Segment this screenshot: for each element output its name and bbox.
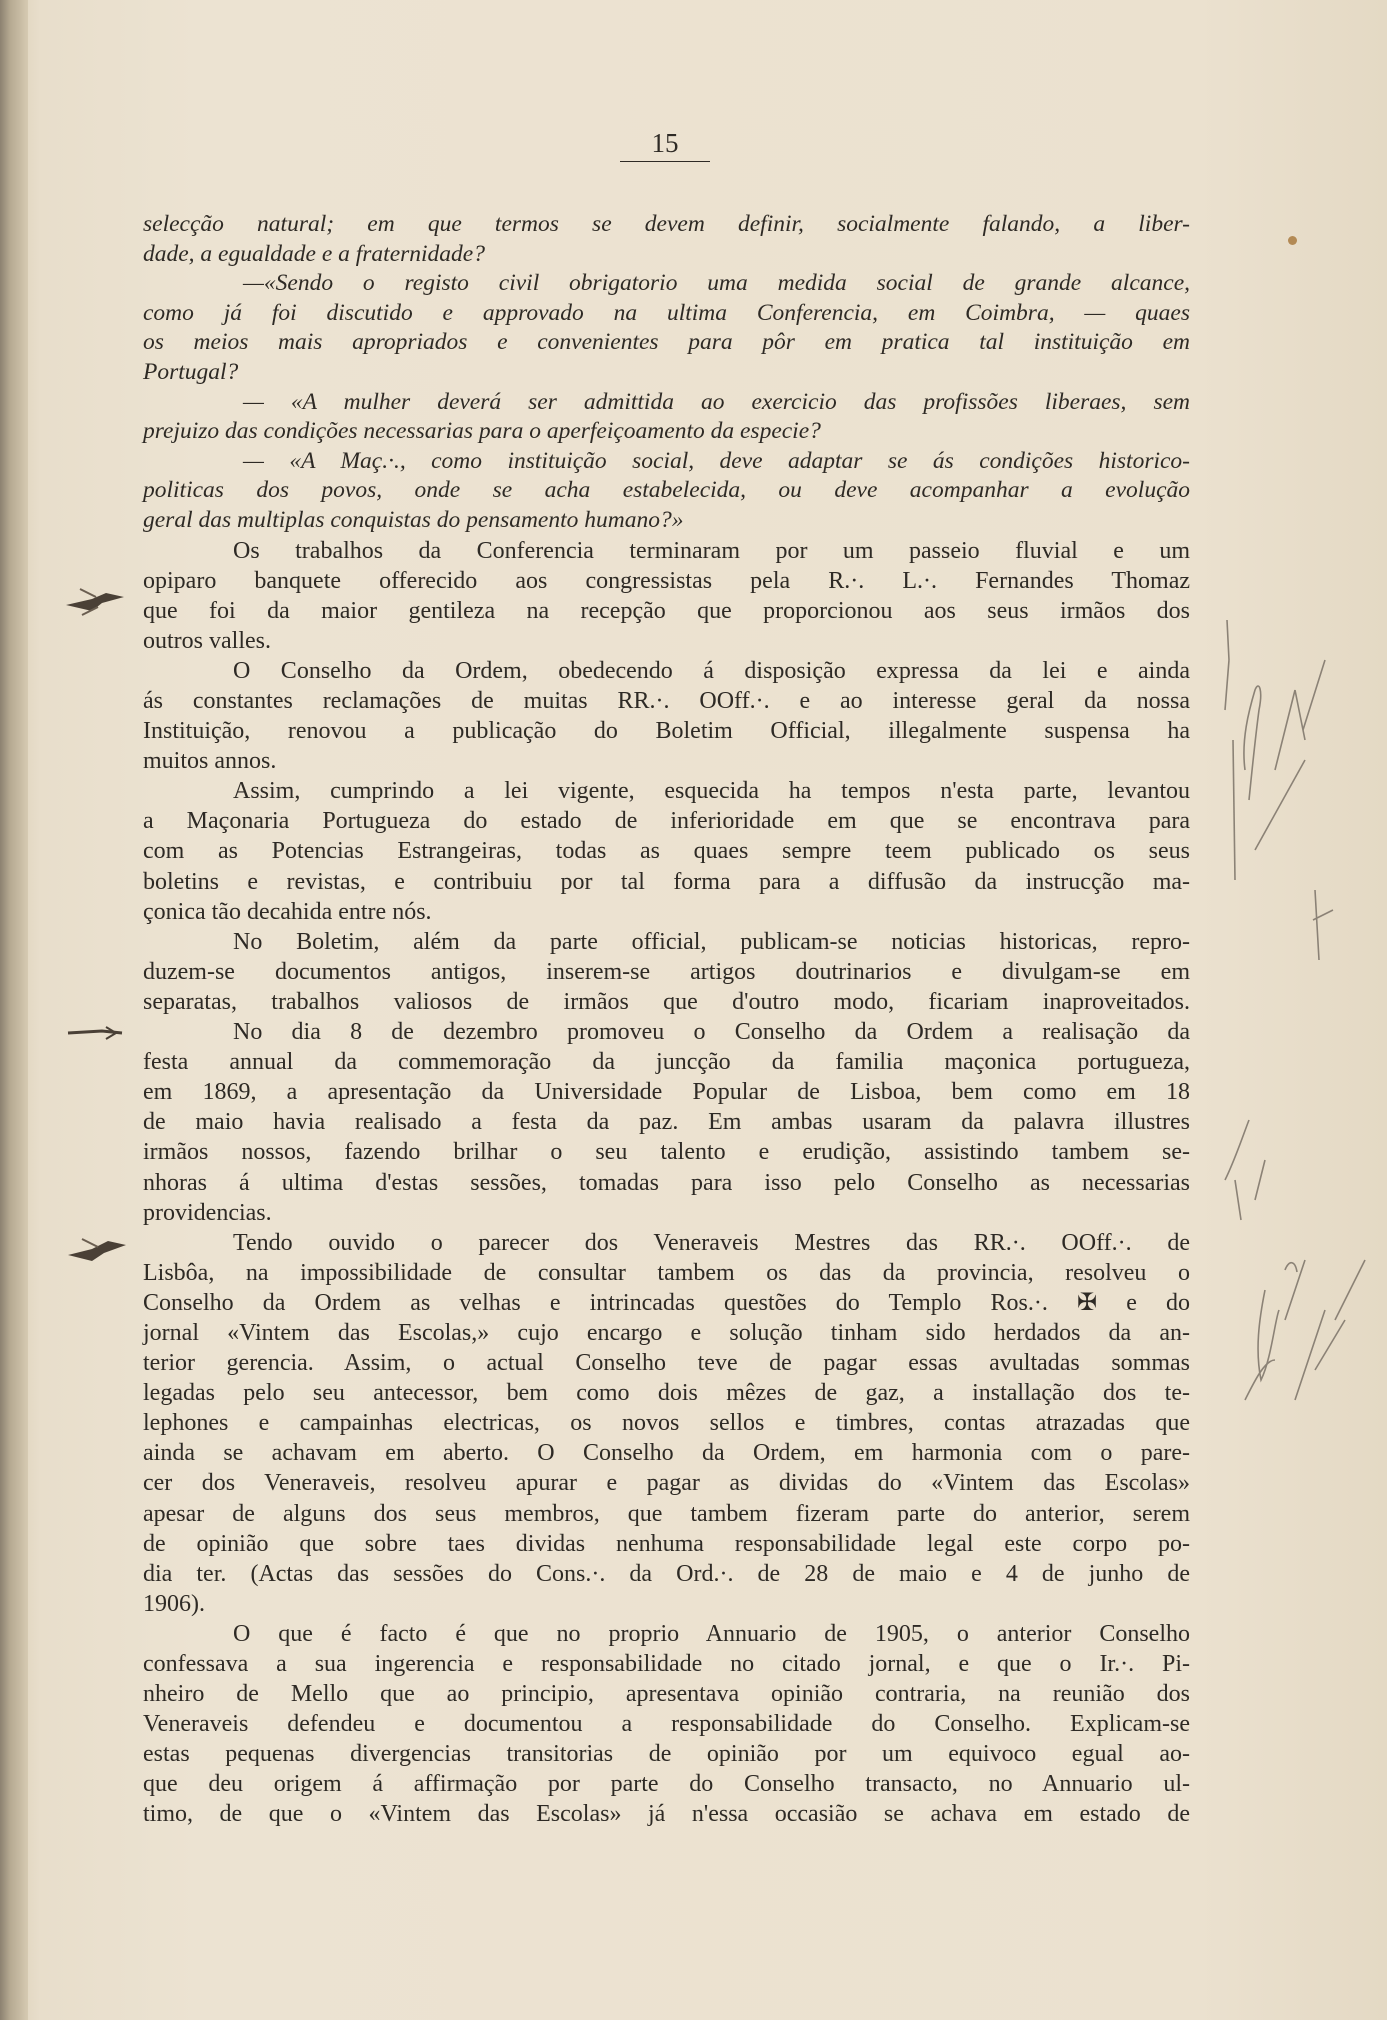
text-line: opiparo banquete offerecido aos congressistas pela R.·. L.·. Fernandes Thomaz [143, 567, 1190, 594]
text-line: prejuizo das condições necessarias para o aperfeiçoamento da especie? [143, 418, 821, 445]
text-line: Os trabalhos da Conferencia terminaram por um passeio fluvial e um [233, 537, 1190, 564]
text-line: terior gerencia. Assim, o actual Conselho teve de pagar essas avultadas sommas [143, 1350, 1190, 1377]
text-line: Portugal? [143, 358, 239, 385]
text-line: ainda se achavam em aberto. O Conselho da Ordem, em harmonia com o pare- [143, 1440, 1190, 1467]
text-line: ás constantes reclamações de muitas RR.·. OOff.·. e ao interesse geral da nossa [143, 688, 1190, 714]
body-text [143, 210, 1190, 1830]
text-line: como já foi discutido e approvado na ultima Conferencia, em Coimbra, — quaes [143, 299, 1190, 326]
text-line: confessava a sua ingerencia e responsabilidade no citado jornal, e que o Ir.·. Pi- [143, 1651, 1190, 1677]
text-line: Assim, cumprindo a lei vigente, esquecida ha tempos n'esta parte, levantou [233, 778, 1190, 805]
text-line: que foi da maior gentileza na recepção que proporcionou aos seus irmãos dos [143, 597, 1190, 624]
text-line: dia ter. (Actas das sessões do Cons.·. da Ord.·. de 28 de maio e 4 de junho de [143, 1560, 1190, 1587]
pointing-hand-icon [62, 1015, 132, 1049]
text-line: em 1869, a apresentação da Universidade Popular de Lisboa, bem como em 18 [143, 1079, 1190, 1106]
text-line: O que é facto é que no proprio Annuario de 1905, o anterior Conselho [233, 1620, 1190, 1647]
text-line: geral das multiplas conquistas do pensamento humano?» [143, 506, 684, 533]
pencil-annotations [1215, 620, 1385, 1460]
text-line: de maio havia realisado a festa da paz. Em ambas usaram da palavra illustres [143, 1109, 1190, 1136]
text-line: Veneraveis defendeu e documentou a responsabilidade do Conselho. Explicam-se [143, 1711, 1190, 1738]
text-line: dade, a egualdade e a fraternidade? [143, 240, 485, 267]
text-line: outros valles. [143, 627, 271, 654]
text-line: No dia 8 de dezembro promoveu o Conselho da Ordem a realisação da [233, 1019, 1190, 1046]
text-line: jornal «Vintem das Escolas,» cujo encargo e solução tinham sido herdados da an- [143, 1319, 1190, 1346]
text-line: cer dos Veneraveis, resolveu apurar e pagar as dividas do «Vintem das Escolas» [143, 1470, 1190, 1497]
pointing-hand-icon [62, 585, 132, 619]
text-line: duzem-se documentos antigos, inserem-se artigos doutrinarios e divulgam-se em [143, 958, 1190, 985]
text-line: apesar de alguns dos seus membros, que tambem fizeram parte do anterior, serem [143, 1500, 1190, 1527]
text-line: a Maçonaria Portugueza do estado de inferioridade em que se encontrava para [143, 808, 1190, 835]
text-line: boletins e revistas, e contribuiu por tal forma para a diffusão da instrucção ma- [143, 868, 1190, 895]
text-line: Instituição, renovou a publicação do Boletim Official, illegalmente suspensa ha [143, 718, 1190, 745]
text-line: — «A mulher deverá ser admittida ao exercicio das profissões liberaes, sem [243, 388, 1190, 415]
text-line: irmãos nossos, fazendo brilhar o seu talento e erudição, assistindo tambem se- [143, 1139, 1190, 1166]
pointing-hand-icon [62, 1235, 132, 1269]
text-line: politicas dos povos, onde se acha estabelecida, ou deve acompanhar a evolução [143, 477, 1190, 504]
text-line: Conselho da Ordem as velhas e intrincadas questões do Templo Ros.·. ✠ e do [143, 1289, 1190, 1316]
text-line: festa annual da commemoração da juncção da familia maçonica portugueza, [143, 1049, 1190, 1076]
text-line: legadas pelo seu antecessor, bem como dois mêzes de gaz, a installação dos te- [143, 1380, 1190, 1407]
text-line: de opinião que sobre taes dividas nenhuma responsabilidade legal este corpo po- [143, 1530, 1190, 1557]
text-line: selecção natural; em que termos se devem definir, socialmente falando, a liber- [143, 211, 1190, 237]
page-number: 15 [620, 128, 710, 162]
ink-spot [1288, 236, 1297, 245]
text-line: providencias. [143, 1199, 272, 1226]
text-line: os meios mais apropriados e convenientes para pôr em pratica tal instituição em [143, 329, 1190, 356]
text-line: —«Sendo o registo civil obrigatorio uma medida social de grande alcance, [243, 270, 1190, 297]
text-line: — «A Maç.·., como instituição social, deve adaptar se ás condições historico- [243, 447, 1190, 474]
text-line: com as Potencias Estrangeiras, todas as quaes sempre teem publicado os seus [143, 838, 1190, 865]
text-line: O Conselho da Ordem, obedecendo á disposição expressa da lei e ainda [233, 657, 1190, 684]
text-line: Tendo ouvido o parecer dos Veneraveis Mestres das RR.·. OOff.·. de [233, 1229, 1190, 1256]
text-line: No Boletim, além da parte official, publicam-se noticias historicas, repro- [233, 928, 1190, 955]
text-line: 1906). [143, 1590, 205, 1617]
text-line: nheiro de Mello que ao principio, apresentava opinião contraria, na reunião dos [143, 1681, 1190, 1708]
text-line: Lisbôa, na impossibilidade de consultar tambem os das da provincia, resolveu o [143, 1259, 1190, 1286]
text-line: estas pequenas divergencias transitorias de opinião por um equivoco egual ao- [143, 1741, 1190, 1768]
text-line: nhoras á ultima d'estas sessões, tomadas para isso pelo Conselho as necessarias [143, 1169, 1190, 1196]
text-line: timo, de que o «Vintem das Escolas» já n'essa occasião se achava em estado de [143, 1801, 1190, 1828]
text-line: lephones e campainhas electricas, os novos sellos e timbres, contas atrazadas que [143, 1410, 1190, 1437]
text-line: que deu origem á affirmação por parte do Conselho transacto, no Annuario ul- [143, 1771, 1190, 1798]
book-spine-shadow [0, 0, 28, 2020]
text-line: separatas, trabalhos valiosos de irmãos que d'outro modo, ficariam inaproveitados. [143, 988, 1190, 1015]
text-line: çonica tão decahida entre nós. [143, 898, 432, 925]
text-line: muitos annos. [143, 748, 277, 775]
